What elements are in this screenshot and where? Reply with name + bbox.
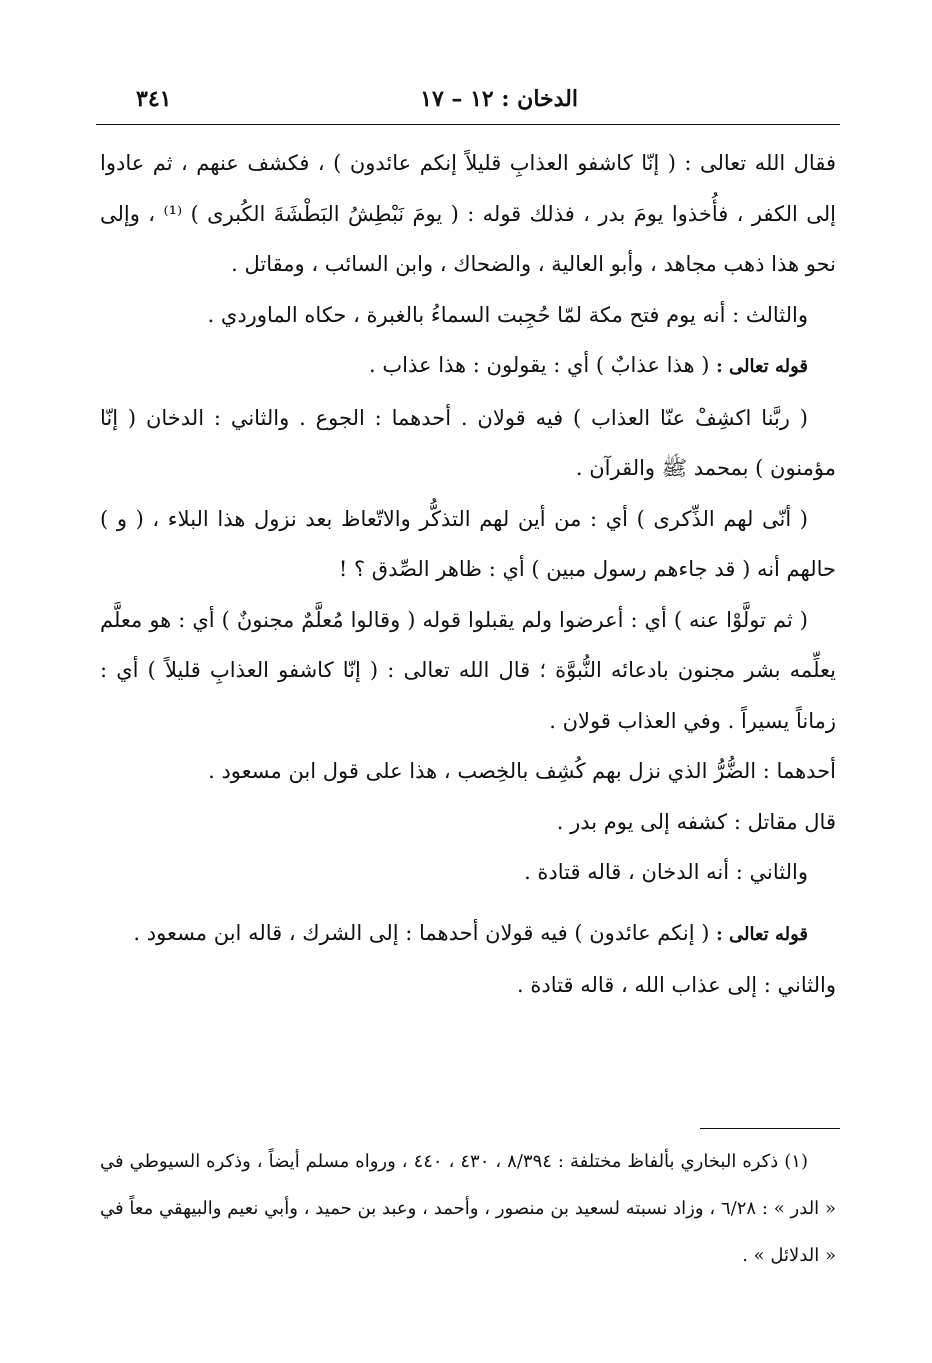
header-rule [96,124,840,125]
verse-lead: قوله تعالى : [716,356,808,377]
main-text [100,138,836,1011]
paragraph-9: والثاني : أنه الدخان ، قاله قتادة . [524,860,808,884]
paragraph-3-text: ( هذا عذابٌ ) أي : يقولون : هذا عذاب . [369,353,710,377]
paragraph-6: ( ثم تولَّوْا عنه ) أي : أعرضوا ولم يقبلوا قوله ( وقالوا مُعلَّمٌ مجنونٌ ) أي : هو معلَّم يعلِّمه بشر مجنون بادعائه النُّبوَّة ؛ قال الله تعالى : ( إنّا كاشفو العذابِ قليلاً ) أي : زماناً يسيراً . وفي العذاب قولان . [100,607,836,733]
paragraph-10-text: ( إنكم عائدون ) فيه قولان أحدهما : إلى الشرك ، قاله ابن مسعود . [133,920,710,945]
paragraph-5: ( أنّى لهم الذِّكرى ) أي : من أين لهم التذكُّر والاتّعاظ بعد نزول هذا البلاء ، ( و ) حالهم أنه ( قد جاءهم رسول مبين ) أي : ظاهر الصِّدق ؟ ! [100,506,836,581]
running-header [96,82,840,122]
paragraph-4: ( ربَّنا اكشِفْ عنّا العذاب ) فيه قولان . أحدهما : الجوع . والثاني : الدخان ( إنّا مؤمنون ) بمحمد ﷺ والقرآن . [100,405,836,480]
paragraph-1: فقال الله تعالى : ( إنّا كاشفو العذابِ قليلاً إنكم عائدون ) ، فكشف عنهم ، ثم عادوا إلى الكفر ، فأُخذوا يومَ بدر ، فذلك قوله : ( يومَ نَبْطِشُ البَطْشَةَ الكُبرى ) ⁽¹⁾ ، وإلى نحو هذا ذهب مجاهد ، وأبو العالية ، والضحاك ، وابن السائب ، ومقاتل . [100,151,836,276]
paragraph-10 [100,908,836,961]
footnote-text: (١) ذكره البخاري بألفاظ مختلفة : ٨/٣٩٤ ، ٤٣٠ ، ٤٤٠ ، ورواه مسلم أيضاً ، وذكره السيوطي في « الدر » : ٦/٢٨ ، وزاد نسبته لسعيد بن منصور ، وأحمد ، وعبد بن حميد ، وأبي نعيم والبيهقي معاً في « الدلائل » . [100,1151,836,1266]
verse-lead: قوله تعالى : [716,923,808,945]
page-number: ٣٤١ [136,86,172,112]
chapter-title: الدخان : ١٢ – ١٧ [420,86,578,112]
paragraph-2: والثالث : أنه يوم فتح مكة لمّا حُجِبت السماءُ بالغبرة ، حكاه الماوردي . [207,302,808,327]
paragraph-11: والثاني : إلى عذاب الله ، قاله قتادة . [517,973,836,997]
footnote-rule [700,1128,840,1129]
footnote [100,1138,836,1279]
paragraph-8: قال مقاتل : كشفه إلى يوم بدر . [556,809,836,834]
paragraph-3 [100,340,836,393]
paragraph-7: أحدهما : الضُّرُّ الذي نزل بهم كُشِف بالخِصب ، هذا على قول ابن مسعود . [208,759,836,783]
